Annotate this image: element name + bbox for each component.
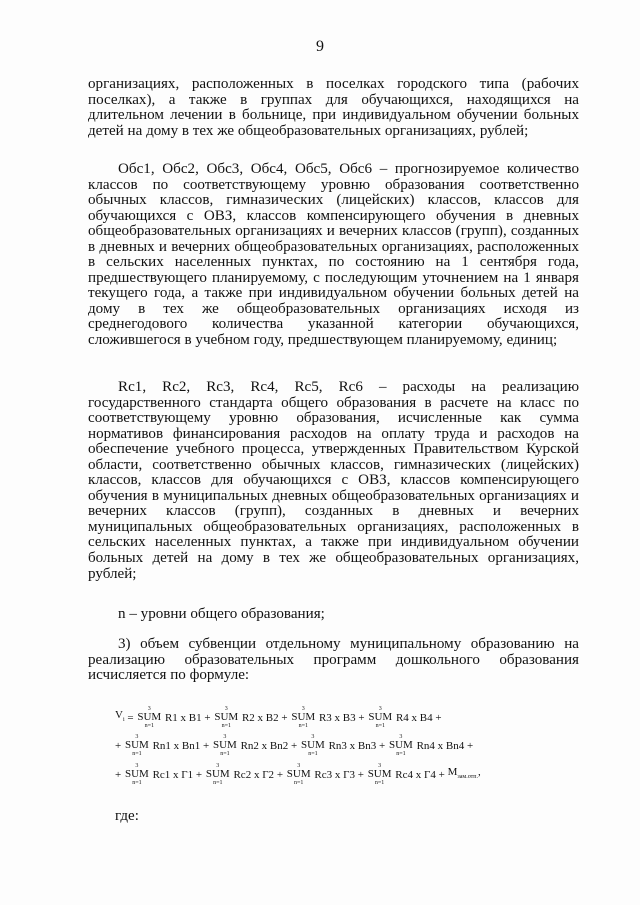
sum-operator: 3 SUM n=1 [368, 706, 393, 729]
page-number: 9 [316, 38, 324, 55]
paragraph-n-definition: n – уровни общего образования; [118, 606, 325, 622]
formula-term: Rn4 x Bn4 [416, 739, 465, 752]
formula-term: Rc3 x Г3 [314, 768, 355, 781]
formula-term: Rn3 x Bn3 [328, 739, 377, 752]
sum-operator: 3 SUM n=1 [388, 734, 413, 757]
formula-tail: $M_{зам.отп.}$, [447, 766, 481, 780]
sum-operator: 3 SUM n=1 [367, 763, 392, 786]
sum-operator: 3 SUM n=1 [286, 763, 311, 786]
formula-term: Rn2 x Bn2 [240, 739, 289, 752]
sum-operator: 3 SUM n=1 [124, 763, 149, 786]
formula-term: Rn1 x Bn1 [152, 739, 201, 752]
formula-term: R1 x B1 [164, 711, 202, 724]
sum-operator: 3 SUM n=1 [291, 706, 316, 729]
paragraph-continuation: организациях, расположенных в поселках городского типа (рабочих поселках), а также в группах для обучающихся, находящихся на длительном лечении в больнице, при индивидуальном обучении больных детей на дому в тех же общеобразовательных организациях, рублей; [88, 76, 579, 139]
formula-line-2: + 3 SUM n=1 Rn1 x Bn1 + 3 SUM n=1 Rn2 x Bn2 + 3 SUM n=1 Rn3 x Bn3 + 3 SUM n=1 Rn4 x Bn4 + [115, 734, 474, 757]
sum-operator: 3 SUM n=1 [214, 706, 239, 729]
paragraph-rc-definition: Rc1, Rc2, Rc3, Rc4, Rc5, Rc6 – расходы на реализацию государственного стандарта общего образования в расчете на класс по соответствующему уровню образования, исчисленные как сумма нормативов финансирования расходов на оплату труда и расходов на обеспечение учебного процесса, утвержденных Правительством Курской области, соответственно обычных классов, гимназических (лицейских) классов, классов для обучающихся с ОВЗ, классов компенсирующего обучения в муниципальных дневных общеобразовательных организациях и вечерних классов (групп), созданных в дневных и вечерних муниципальных общеобразовательных организациях, расположенных в сельских населенных пунктах, а также при индивидуальном обучении больных детей на дому в тех же общеобразовательных организациях, рублей; [88, 379, 579, 582]
sum-operator: 3 SUM n=1 [300, 734, 325, 757]
formula-term: R3 x B3 [318, 711, 356, 724]
sum-operator: 3 SUM n=1 [124, 734, 149, 757]
sum-operator: 3 SUM n=1 [205, 763, 230, 786]
paragraph-obs-definition: Обс1, Обс2, Обс3, Обс4, Обс5, Обс6 – прогнозируемое количество классов по соответствующему уровню образования соответственно обычных классов, гимназических (лицейских) классов, классов для обучающихся с ОВЗ, классов компенсирующего обучения в дневных общеобразовательных организациях и вечерних классов (групп), созданных в дневных и вечерних общеобразовательных организациях, расположенных в сельских населенных пунктах, по состоянию на 1 сентября года, предшествующего планируемому, с последующим уточнением на 1 января текущего года, а также при индивидуальном обучении больных детей на дому в тех же общеобразовательных организациях исходя из среднегодового количества указанной категории обучающихся, сложившегося в учебном году, предшествующем планируемому, единиц; [88, 161, 579, 349]
formula-term: Rc1 x Г1 [152, 768, 194, 781]
where-label: где: [115, 808, 139, 824]
sum-operator: 3 SUM n=1 [137, 706, 162, 729]
formula-line-3: + 3 SUM n=1 Rc1 x Г1 + 3 SUM n=1 Rc2 x Г2 + 3 SUM n=1 Rc3 x Г3 + 3 SUM n=1 Rc4 x $Г4 + M_{зам.отп.}$, [115, 763, 481, 786]
paragraph-subvention-formula-intro: 3) объем субвенции отдельному муниципальному образованию на реализацию образовательных программ дошкольного образования исчисляется по формуле: [88, 636, 579, 684]
formula-term: Rc4 x Г4 [395, 768, 436, 781]
sum-operator: 3 SUM n=1 [212, 734, 237, 757]
formula-term: R2 x B2 [241, 711, 279, 724]
formula-lead: $V_i$ [115, 709, 125, 723]
formula-term: R4 x B4 [395, 711, 433, 724]
formula-line-1: $V_i$ = 3 SUM n=1 R1 x B1 + 3 SUM n=1 R2 x B2 + 3 SUM n=1 R3 x B3 + 3 SUM n=1 R4 x B4 + [115, 706, 442, 729]
formula-term: Rc2 x Г2 [233, 768, 275, 781]
